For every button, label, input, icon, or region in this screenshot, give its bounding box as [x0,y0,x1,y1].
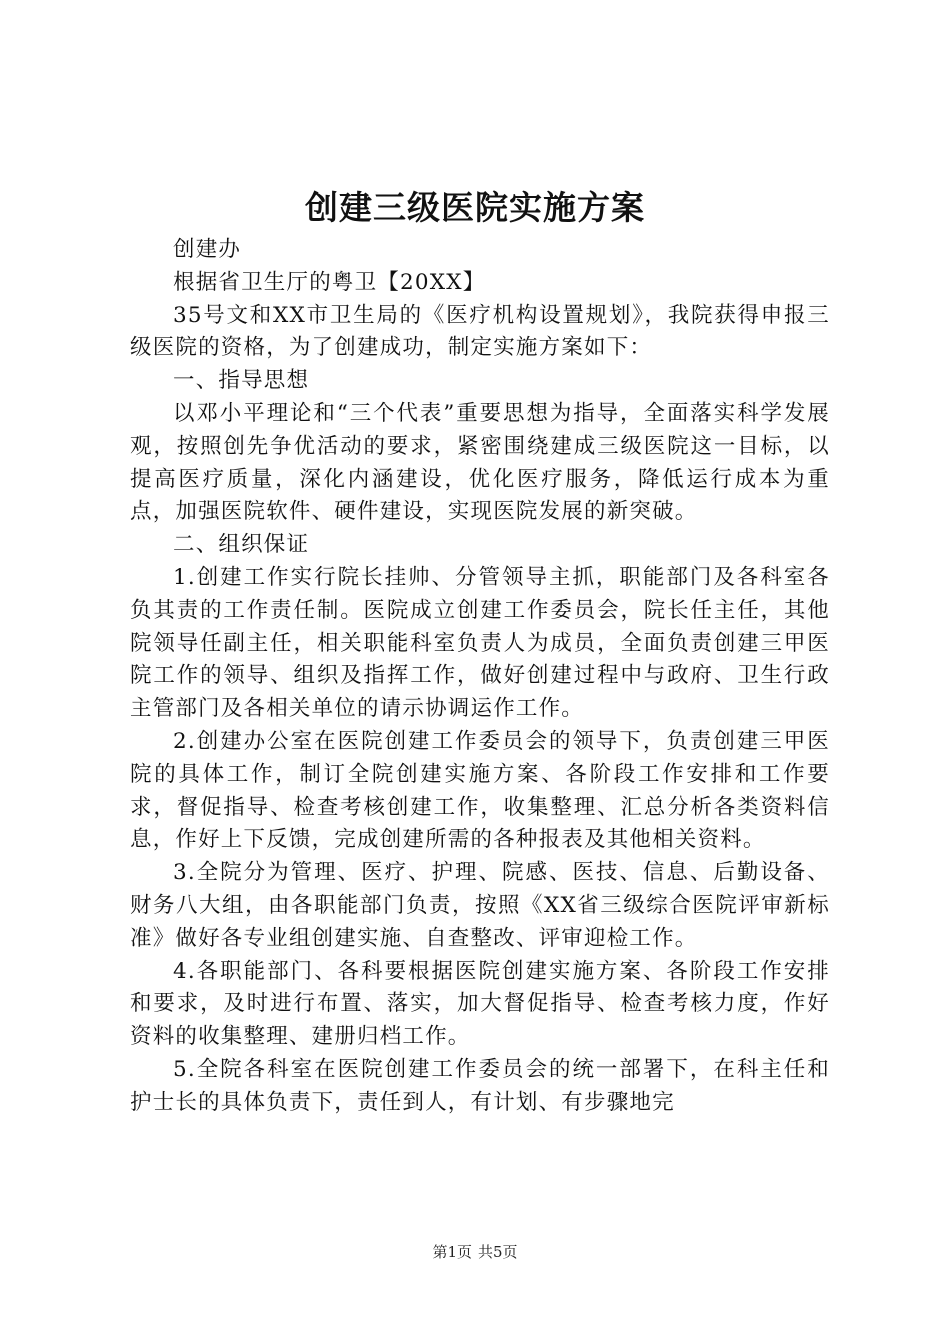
document-title: 创建三级医院实施方案 [305,188,645,227]
paragraph: 4.各职能部门、各科要根据医院创建实施方案、各阶段工作安排和要求，及时进行布置、落实，加大督促指导、检查考核力度，作好资料的收集整理、建册归档工作。 [130,958,830,1050]
paragraph: 以邓小平理论和“三个代表”重要思想为指导，全面落实科学发展观，按照创先争优活动的要求，紧密围绕建成三级医院这一目标，以提高医疗质量，深化内涵建设，优化医疗服务，降低运行成本为重点，加强医院软件、硬件建设，实现医院发展的新突破。 [130,400,830,525]
page-total: 共5页 [478,1243,518,1261]
paragraph: 1.创建工作实行院长挂帅、分管领导主抓，职能部门及各科室各负其责的工作责任制。医院成立创建工作委员会，院长任主任，其他院领导任副主任，相关职能科室负责人为成员，全面负责创建三甲医院工作的领导、组织及指挥工作，做好创建过程中与政府、卫生行政主管部门及各相关单位的请示协调运作工作。 [130,564,830,722]
page-footer [0,1241,950,1263]
section-heading: 二、组织保证 [173,532,310,558]
paragraph: 创建办 [173,237,242,262]
section-heading: 一、指导思想 [173,368,310,394]
paragraph: 2.创建办公室在医院创建工作委员会的领导下，负责创建三甲医院的具体工作，制订全院创建实施方案、各阶段工作安排和工作要求，督促指导、检查考核创建工作，收集整理、汇总分析各类资料信息，作好上下反馈，完成创建所需的各种报表及其他相关资料。 [130,728,830,853]
paragraph: 根据省卫生厅的粤卫【20XX】 [173,269,486,295]
paragraph: 3.全院分为管理、医疗、护理、院感、医技、信息、后勤设备、财务八大组，由各职能部门负责，按照《XX省三级综合医院评审新标准》做好各专业组创建实施、自查整改、评审迎检工作。 [130,860,830,951]
paragraph: 5.全院各科室在医院创建工作委员会的统一部署下，在科主任和护士长的具体负责下，责任到人，有计划、有步骤地完 [130,1056,830,1115]
paragraph: 35号文和XX市卫生局的《医疗机构设置规划》，我院获得申报三级医院的资格，为了创建成功，制定实施方案如下： [130,302,830,361]
document-body [130,234,830,1120]
page-number: 第1页 [432,1243,472,1261]
